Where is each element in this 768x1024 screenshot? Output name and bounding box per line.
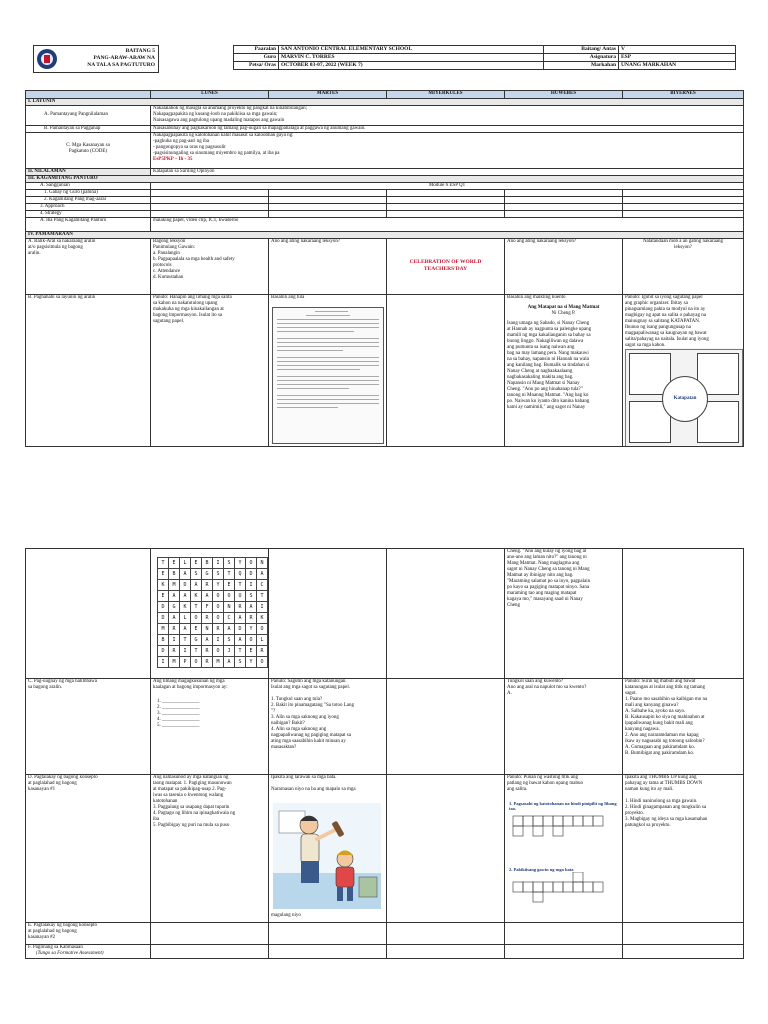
- word-grid-row: [158, 602, 268, 613]
- word-grid-cell: K: [191, 591, 202, 602]
- row-label-pangnilalaman: A. Pamantayang Pangnilalaman: [26, 106, 151, 126]
- table-row: [26, 923, 744, 945]
- school-label: Paaralan: [234, 46, 279, 54]
- word-grid-cell: D: [158, 613, 169, 624]
- word-grid-cell: P: [180, 657, 191, 668]
- word-grid-cell: E: [246, 646, 257, 657]
- word-grid-cell: Y: [246, 657, 257, 668]
- iba-text: malaking papel, video clip, ICT, kwaderno: [151, 218, 744, 232]
- word-grid-cell: Y: [213, 580, 224, 591]
- row-label-sanggunian: A. Sanggunian: [26, 183, 151, 190]
- a-tuesday: Ano ang ating nakaraang leksyon?: [269, 239, 387, 295]
- table-row: [26, 106, 744, 126]
- grade-level-label: Baitang/ Antas: [544, 46, 619, 54]
- word-grid-cell: O: [213, 591, 224, 602]
- letter-boxes-2: [509, 872, 617, 906]
- word-grid-cell: C: [224, 613, 235, 624]
- word-grid-cell: M: [213, 657, 224, 668]
- d-thursday: Panuto: Punan ng wastong titik ang patlang ng bawat kahon upang mabuo ang salita.: [507, 775, 583, 792]
- row-label-gabay: 1. Gabay ng Guro (pahina): [26, 190, 151, 197]
- lesson-plan-table-page-2: [25, 548, 744, 959]
- word-grid-cell: L: [180, 613, 191, 624]
- row-label-paghahabi: B. Paghahabi sa layunin ng aralin: [26, 295, 151, 447]
- row-label-pagtalakay-1: D. Pagtalakay ng bagong konsepto at paglalahad ng bagong kasanayan #1: [26, 775, 151, 923]
- word-grid-cell: I: [246, 580, 257, 591]
- word-grid-cell: A: [235, 635, 246, 646]
- word-grid-cell: T: [235, 580, 246, 591]
- section-row: [26, 232, 744, 239]
- word-grid-cell: R: [202, 657, 213, 668]
- answer-line: 5. _______________: [157, 723, 200, 728]
- deped-seal-icon: [37, 49, 57, 69]
- answer-line: 1. _______________: [157, 699, 200, 704]
- teacher-label: Guro: [234, 54, 279, 62]
- header-info-table: [233, 45, 736, 70]
- row-label-kasanayan: C. Mga Kasanayan sa Pagkatuto (CODE): [26, 133, 151, 169]
- a-thursday: Ano ang ating nakaraang leksyon?: [505, 239, 623, 295]
- word-grid-cell: K: [158, 580, 169, 591]
- word-grid-cell: M: [158, 624, 169, 635]
- word-grid-cell: R: [202, 646, 213, 657]
- word-grid-cell: A: [202, 635, 213, 646]
- word-grid-cell: E: [224, 580, 235, 591]
- d-tuesday: Ipakita ang larawan sa mga bata. Nararnasan niyo na ba ang mapalo sa mga: [271, 775, 356, 792]
- word-grid-row: [158, 580, 268, 591]
- word-grid-cell: D: [235, 624, 246, 635]
- row-label-approach: 3. Approach: [26, 204, 151, 211]
- word-grid-cell: I: [169, 635, 180, 646]
- answer-list: [153, 699, 266, 729]
- section-pamamaraan: IV. PAMAMARAAN: [26, 232, 744, 239]
- word-grid-cell: R: [246, 613, 257, 624]
- date-label: Petsa/ Oras: [234, 62, 279, 70]
- word-grid-cell: E: [191, 558, 202, 569]
- word-grid-row: [158, 635, 268, 646]
- word-grid-cell: D: [158, 602, 169, 613]
- table-row: [26, 679, 744, 775]
- word-grid-cell: C: [257, 580, 268, 591]
- word-grid-cell: I: [213, 635, 224, 646]
- table-row: [26, 133, 744, 169]
- c-thursday: Tungkol saan ang kuwento? Ano ang aral na napulot mo sa kwento? A.: [505, 679, 623, 775]
- row-label-kagamitang: 2. Kagamitang Pang mag-aaral: [26, 197, 151, 204]
- word-grid-cell: T: [224, 569, 235, 580]
- word-grid-cell: E: [158, 591, 169, 602]
- letter-boxes-1: [509, 812, 617, 846]
- day-thursday: HUWEBES: [505, 91, 623, 99]
- row-label-paglinang-sub: (Tungo sa Formative Assessment): [36, 951, 104, 956]
- word-grid-cell: L: [257, 635, 268, 646]
- word-grid-cell: T: [191, 602, 202, 613]
- word-grid-cell: R: [169, 624, 180, 635]
- fill-question-2: 2. Pakikiisang gawin ng mga bata: [509, 866, 574, 872]
- word-grid-cell: N: [257, 558, 268, 569]
- teacher-value: MARVIN C. TORRES: [279, 54, 544, 62]
- word-grid-cell: O: [246, 558, 257, 569]
- word-grid-cell: O: [257, 657, 268, 668]
- word-grid-cell: T: [257, 591, 268, 602]
- table-row: [26, 218, 744, 232]
- word-grid-cell: L: [180, 558, 191, 569]
- answer-line: 3. _______________: [157, 711, 200, 716]
- word-grid-cell: S: [235, 657, 246, 668]
- word-grid-cell: B: [169, 569, 180, 580]
- word-grid-cell: O: [246, 635, 257, 646]
- word-grid-cell: O: [257, 624, 268, 635]
- b-thursday-intro: Basahin ang maikling kuento: [507, 295, 566, 300]
- row-label-strategy: 4. Strategy: [26, 211, 151, 218]
- a-monday: Bagong leksyon Panimulang Gawain: a. Panalangin b. Pagpapaalala sa mga health and safety protocols c. Attendance d. Kumustahan: [151, 239, 269, 295]
- doc-title-1: PANG-ARAW-ARAW NA: [93, 55, 155, 61]
- d-monday: Ang namasunod ay mga katangian ng taong matapat. 1. Pagiging masunuwan at matapat sa pakikipag-usap 2. Pag- iwas sa tasenia o kwentong walang katotohanan 3. Paggalang sa usapang dapat tuparin 4. Pagtago ng lihim na ipinagkatiwala ng iba 5. Pagbibigay ng puri na mula sa puso: [151, 775, 269, 923]
- row-label-balik-aral: A. Balik-Aral sa nakaraang aralin at/o pagsisimula ng bagong aralin.: [26, 239, 151, 295]
- row-label-pagganap: B. Pamantayan sa Pagganap: [26, 126, 151, 133]
- module-reference: Module 6 ESP Q1: [151, 183, 744, 190]
- word-grid-row: [158, 646, 268, 657]
- word-grid-cell: I: [158, 657, 169, 668]
- c-tuesday: Panuto: Sagutin ang mga katanungan. Isulat ang mga sagot sa sagutang papel. 1. Tungkol saan ang tula? 2. Bakit ito pinamagatang "Sa totoo Lang "? 3. Alin sa mga saknong ang iyong naibigan? Bakit? 4. Alin sa mga saknong ang nagpapaliwanag ng pagiging matapat sa ating mga saasabihin kahit minsan ay masasaktan?: [269, 679, 387, 775]
- word-grid-cell: S: [191, 569, 202, 580]
- word-grid-cell: T: [191, 646, 202, 657]
- word-grid-cell: A: [246, 602, 257, 613]
- word-grid-row: [158, 657, 268, 668]
- word-grid-cell: A: [169, 591, 180, 602]
- word-grid-cell: A: [169, 613, 180, 624]
- a-wednesday: CELEBRATION OF WORLD TEACHERS'DAY: [387, 239, 505, 295]
- word-grid-cell: S: [224, 635, 235, 646]
- answer-line: 4. _______________: [157, 717, 200, 722]
- word-grid-cell: Q: [235, 569, 246, 580]
- word-search-grid: [157, 557, 268, 668]
- table-row: [26, 204, 744, 211]
- parent-scolding-illustration: [273, 803, 381, 909]
- graphic-organizer: [625, 349, 743, 447]
- word-grid-cell: A: [224, 657, 235, 668]
- table-row: [26, 183, 744, 190]
- section-layunin: I. LAYUNIN: [26, 99, 744, 106]
- days-header-row: [26, 91, 744, 99]
- word-grid-cell: F: [202, 602, 213, 613]
- answer-line: 2. _______________: [157, 705, 200, 710]
- word-grid-cell: G: [169, 602, 180, 613]
- word-grid-cell: G: [191, 635, 202, 646]
- word-grid-cell: D: [180, 580, 191, 591]
- word-grid-cell: K: [180, 602, 191, 613]
- table-row: [26, 211, 744, 218]
- header-row: [234, 46, 736, 54]
- c-monday: Ang limang magagkukunan ng mga kaalagan at bagong impormasyon ay:: [153, 679, 228, 690]
- doc-title-2: NA TALA SA PAGTUTURO: [87, 62, 155, 68]
- grade-label: BAITANG 5: [125, 48, 155, 54]
- word-grid-cell: I: [180, 646, 191, 657]
- row-label-iba: A. Iba Pang Kagamitang Panturo: [26, 218, 151, 232]
- table-row: [26, 945, 744, 959]
- table-row: [26, 549, 744, 679]
- section-row: [26, 169, 744, 176]
- a-friday: Natatandaan mob a an gating nakaraang leksyon?: [623, 239, 744, 295]
- word-grid-cell: A: [191, 580, 202, 591]
- learning-code: EsP5PKP – Ih - 35: [153, 157, 193, 162]
- story-text: Isang umaga ng Sabado, si Nanay Cheng at Hannah ay nagpunta sa palengke upang mamili ng mga kakailanganin sa bahay sa buong linggo. Nakagiliwan ng dalawa ang pumunta sa isang naiwan ang bag na may lamang pera. Nang makauwi na sa bahay, napansin ni Hannah na wala ang kanilang bag. Bumalik sa tindahan si Nanay Cheng at nagbaakaalaang nagbakasakaling makita ang bag. Napansin ni Mang Matmat si Nanay Cheng. "Ano po ang hinahanap tula?" tanong ni Mnanng Matmat. "Ang bag ko po. Naiwan ko iyanto dito kanina habang kami ay namimili," ang sagot ni Nanay: [507, 321, 592, 410]
- word-grid-cell: E: [169, 558, 180, 569]
- nilalaman-text: Katapatan sa Sariling Opinyon: [151, 169, 744, 176]
- word-grid-cell: A: [235, 613, 246, 624]
- word-grid-cell: A: [202, 591, 213, 602]
- b-tuesday: Basahin ang tula: [271, 295, 305, 300]
- word-grid-cell: R: [235, 602, 246, 613]
- section-row: [26, 99, 744, 106]
- grade-level-value: V: [619, 46, 736, 54]
- word-grid-cell: M: [169, 657, 180, 668]
- word-grid-cell: A: [180, 591, 191, 602]
- d-friday: Ipakita ang THUMBS UP kung ang pahayag ay tama at THUMBS DOWN naman kung ito ay mali. 1. Hindi naninulong sa mga gawain. 2. Hindi ginagampanan ang tungkulin sa proyekto. 3. Magbigay ng ideya sa mga kasamahan patungkol sa proyekto.: [623, 775, 744, 923]
- story-author: Ni Cheng P.: [551, 311, 576, 316]
- word-grid-cell: R: [213, 624, 224, 635]
- word-grid-cell: R: [202, 613, 213, 624]
- day-wednesday: MIYERKULES: [387, 91, 505, 99]
- d-tuesday-end: magulang niyo: [271, 913, 301, 918]
- word-grid-cell: A: [257, 569, 268, 580]
- scolding-cartoon-icon: [273, 803, 381, 909]
- day-friday: BIYERNES: [623, 91, 744, 99]
- word-grid-cell: O: [191, 613, 202, 624]
- word-grid-cell: I: [213, 558, 224, 569]
- header-row: [234, 54, 736, 62]
- word-grid-row: [158, 569, 268, 580]
- word-grid-cell: N: [202, 624, 213, 635]
- word-grid-cell: R: [257, 646, 268, 657]
- kasanayan-text: Nakapagpapakita ng katotohanan kahit masakit sa kaloobhan gaya ng: -pagkuha ng pag-aari ng iba - pangongopya sa oras ng pagsusulit -pagsisinungaling sa sinumang miyembro ng pamilya, at iba pa: [153, 133, 294, 156]
- table-row: [26, 775, 744, 923]
- organizer-center: Katapatan: [662, 376, 708, 422]
- header-row: [234, 62, 736, 70]
- word-grid-cell: B: [158, 635, 169, 646]
- word-grid-row: [158, 624, 268, 635]
- header-title-box: [33, 45, 159, 73]
- word-grid-cell: A: [180, 569, 191, 580]
- word-grid-cell: A: [180, 624, 191, 635]
- word-grid-cell: T: [235, 646, 246, 657]
- day-tuesday: MARTES: [269, 91, 387, 99]
- story-title: Ang Matapat na si Mang Matmat: [527, 305, 600, 310]
- word-grid-cell: M: [169, 580, 180, 591]
- word-grid-cell: O: [224, 591, 235, 602]
- word-grid-cell: T: [180, 635, 191, 646]
- word-grid-cell: S: [224, 558, 235, 569]
- word-grid-cell: S: [213, 569, 224, 580]
- word-grid-cell: B: [202, 558, 213, 569]
- word-grid-cell: O: [213, 613, 224, 624]
- row-label-pagtalakay-2: E. Pagtalakay ng bagong konsepto at paglalahad ng bagong kasanayan #2: [26, 923, 151, 945]
- word-grid-cell: A: [224, 624, 235, 635]
- b-friday: Panuto: Iguhit sa iyong sagutang papel ang graphic organizer. Ibitay sa pinagsamlang pakta sa modyul na ito ay magbigay ng apat na salita o pahayag na maiuugnay sa salitang KATAPATAN. Ibunuo ng isang pangungusap na magpapaliwanag sa kaugnayan ng bawat salita/pahayag na naitala. Isulat ang iyong sagot sa mga kahon.: [625, 295, 709, 348]
- word-grid-cell: D: [158, 646, 169, 657]
- word-grid-cell: N: [224, 602, 235, 613]
- quarter-value: UNANG MARKAHAN: [619, 62, 736, 70]
- section-row: [26, 176, 744, 183]
- table-row: [26, 295, 744, 447]
- word-grid-cell: R: [202, 580, 213, 591]
- word-grid-cell: K: [257, 613, 268, 624]
- fill-question-1: 1. Pagsasabi ng katotohanan na hindi pinipilit ng Iibang tao.: [509, 801, 617, 812]
- date-value: OCTOBER 03-07, 2022 (WEEK 7): [279, 62, 544, 70]
- word-grid-cell: J: [224, 646, 235, 657]
- subject-label: Asignatura: [544, 54, 619, 62]
- word-grid-cell: D: [246, 569, 257, 580]
- poem-image: [272, 307, 384, 444]
- table-row: [26, 197, 744, 204]
- subject-value: ESP: [619, 54, 736, 62]
- pagganap-text: Naisasabuhay ang pagkakaroon ng tamang pag-uugali sa mapagpahalaga at paggawa ng anumang gawain.: [151, 126, 744, 133]
- word-grid-cell: I: [257, 602, 268, 613]
- word-grid-cell: G: [202, 569, 213, 580]
- word-grid-row: [158, 558, 268, 569]
- word-grid-cell: O: [191, 657, 202, 668]
- word-grid-cell: O: [213, 646, 224, 657]
- word-grid-cell: Y: [246, 624, 257, 635]
- word-grid-cell: S: [246, 591, 257, 602]
- row-label-paglinang: F. Paglinang sa Kabihasaan: [28, 945, 83, 950]
- section-kagamitan: III. KAGAMITANG PANTURO: [26, 176, 744, 183]
- table-row: [26, 239, 744, 295]
- table-row: [26, 190, 744, 197]
- quarter-label: Markahan: [544, 62, 619, 70]
- word-grid-cell: Y: [235, 558, 246, 569]
- word-grid-cell: O: [213, 602, 224, 613]
- lesson-plan-table-page-1: [25, 90, 744, 447]
- table-row: [26, 126, 744, 133]
- day-monday: LUNES: [151, 91, 269, 99]
- section-nilalaman: II. NILALAMAN: [26, 169, 151, 176]
- word-grid-cell: E: [191, 624, 202, 635]
- fill-in-boxes-image: [509, 801, 617, 911]
- row-label-paguugnay: C. Pag-uugnay ng mga halimbawa sa bagong aralin.: [26, 679, 151, 775]
- word-grid-cell: U: [235, 591, 246, 602]
- word-grid-row: [158, 613, 268, 624]
- word-grid-cell: R: [169, 646, 180, 657]
- b-monday: Panuto: Hanapin ang limang mga salita sa kahon na nakatutulong upang makakuha ng mga kinakailangan at bagong impormasyon. Isulat ito sa sagutang papel.: [151, 295, 269, 447]
- pangnilalaman-text: Nakalalahok ng masigla sa anumang proyekto ng pangkat na kinabibilangan; Nakapagpapakita ng kusang-loob na pakikiisa sa mga gawain; Naisasagawa ang pagtulong upang madaling matapos ang gawain: [151, 106, 744, 126]
- word-grid-cell: E: [158, 569, 169, 580]
- word-grid-cell: T: [158, 558, 169, 569]
- word-grid-row: [158, 591, 268, 602]
- school-value: SAN ANTONIO CENTRAL ELEMENTARY SCHOOL: [279, 46, 544, 54]
- story-continuation: Cheng. "Ano ang kulay ng iyong bag at ano-ano ang laman nito?" ang tanong ni Mang Matmat. Nang maglagma ang sagot ni Nanay Cheng sa tanong ni Mang Matmat ay ibinigay nito ang bag. "Maraming salamat po sa inyo, pagpalain po kayo sa pagiging matapat ninyo. Sana maraming tao ang maging matapat kagaya mo," masayang saad ni Nanay Cheng: [505, 549, 623, 679]
- c-friday: Panuto: Surin ng mabuti ang bawat katanungan at isulat ang titik ng tamang sagot. 1. Paano mo sasabihin sa kaibigan mo na mali ang kanyang ginawa? A. Salbahe ka, ayoko na sayo. B. Kakausapin ko siya ng mahinahon at ipapaliwanag kung bakit mali ang kanyang nagawa. 2. Ano ang nararamdaman mo kapag ikaw ay nagsasabi ng totoong saloobin? A. Gumagaan ang pakiramdam ko. B. Bumibigat ang pakiramdam ko.: [623, 679, 744, 775]
